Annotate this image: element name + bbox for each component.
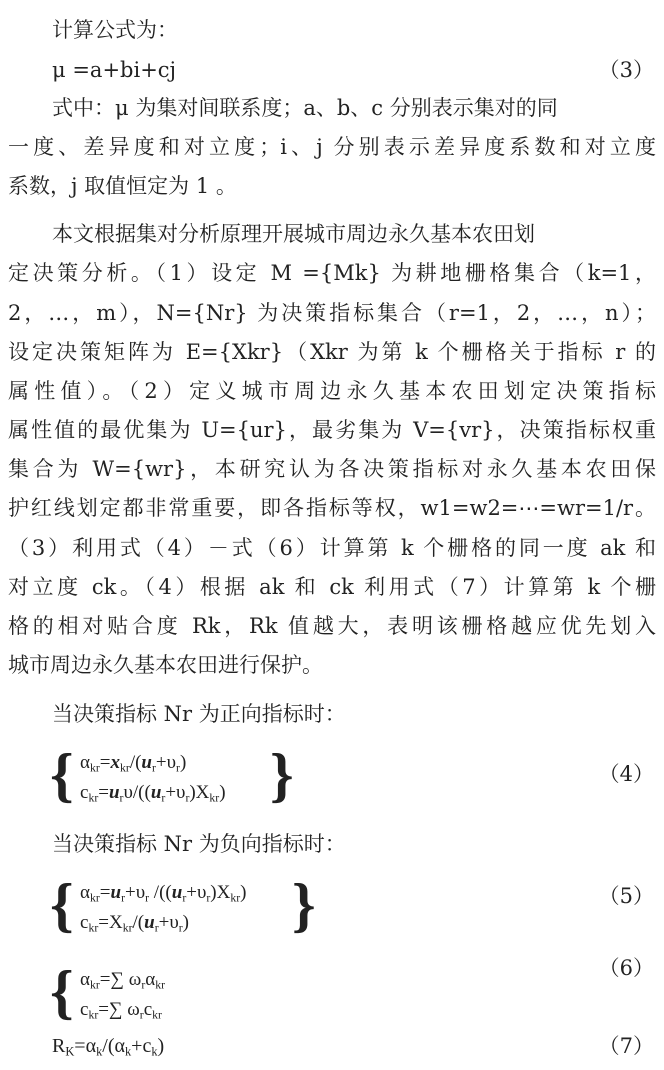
equation-number-4: （4） bbox=[598, 762, 654, 786]
text-line: 属性值的最优集为 U={ur}，最劣集为 V={vr}，决策指标权重 bbox=[8, 418, 656, 442]
equation-4-body bbox=[80, 748, 226, 808]
right-brace: } bbox=[270, 742, 294, 808]
equation-row: $\alpha_{kr}=\sum$ $\omega_r\alpha_{kr}$ bbox=[80, 969, 166, 992]
equation-6-body bbox=[80, 965, 165, 1025]
text-line: 对立度 ck。（4）根据 ak 和 ck 利用式（7）计算第 k 个栅 bbox=[8, 575, 656, 599]
equation-row: $\alpha_{kr}=x_{kr}/(u_r+\upsilon_r)$ bbox=[80, 752, 187, 775]
text-line: 城市周边永久基本农田进行保护。 bbox=[8, 653, 323, 677]
right-brace: } bbox=[292, 872, 316, 938]
equation-5-body bbox=[80, 878, 246, 938]
text-line: 当决策指标 Nr 为负向指标时： bbox=[52, 832, 346, 856]
equation-row: $c_{kr}=X_{kr}/(u_r+\upsilon_r)$ bbox=[80, 912, 189, 935]
text-line: 一度、差异度和对立度；i、j 分别表示差异度系数和对立度 bbox=[8, 135, 656, 159]
text-line: 格的相对贴合度 Rk，Rk 值越大，表明该栅格越应优先划入 bbox=[8, 614, 656, 638]
equation-number-5: （5） bbox=[598, 884, 654, 908]
equation-row: $c_{kr}=u_r\upsilon/((u_r+\upsilon_r)X_{kr})$ bbox=[80, 782, 226, 805]
equation-row: $\alpha_{kr}=u_r+\upsilon_r$ $/((u_r+\upsilon_r)X_{kr})$ bbox=[80, 882, 247, 905]
equation-7: $R_K=\alpha_k/(\alpha_k+c_k)$ bbox=[52, 1035, 165, 1059]
text-line: 式中：μ 为集对间联系度；a、b、c 分别表示集对的同 bbox=[52, 96, 558, 120]
text-line: 设定决策矩阵为 E={Xkr}（Xkr 为第 k 个栅格关于指标 r 的 bbox=[8, 340, 656, 364]
intro-text: 计算公式为： bbox=[52, 18, 178, 42]
text-line: 当决策指标 Nr 为正向指标时： bbox=[52, 702, 346, 726]
left-brace: { bbox=[50, 872, 74, 938]
text-line: 系数，j 取值恒定为 1 。 bbox=[8, 174, 237, 198]
formula-3: μ =a+bi+cj bbox=[52, 58, 177, 82]
text-line: 定决策分析。（1）设定 M ={Mk} 为耕地栅格集合（k=1， bbox=[8, 261, 656, 285]
text-line: 属性值）。（2）定义城市周边永久基本农田划定决策指标 bbox=[8, 379, 656, 403]
text-line: 护红线划定都非常重要，即各指标等权，w1=w2=⋯=wr=1/r。 bbox=[8, 496, 656, 520]
text-line: 本文根据集对分析原理开展城市周边永久基本农田划 bbox=[52, 222, 535, 246]
equation-row: $c_{kr}=\sum$ $\omega_rc_{kr}$ bbox=[80, 999, 162, 1022]
text-line: 2，…，m），N={Nr} 为决策指标集合（r=1，2，…，n）； bbox=[8, 301, 656, 325]
text-line: 集合为 W={wr}，本研究认为各决策指标对永久基本农田保 bbox=[8, 457, 656, 481]
equation-number-7: （7） bbox=[598, 1034, 654, 1058]
left-brace: { bbox=[50, 959, 74, 1025]
left-brace: { bbox=[50, 742, 74, 808]
equation-number-6: （6） bbox=[598, 956, 654, 980]
text-line: （3）利用式（4）－式（6）计算第 k 个栅格的同一度 ak 和 bbox=[8, 536, 656, 560]
equation-number-3: （3） bbox=[598, 58, 654, 82]
